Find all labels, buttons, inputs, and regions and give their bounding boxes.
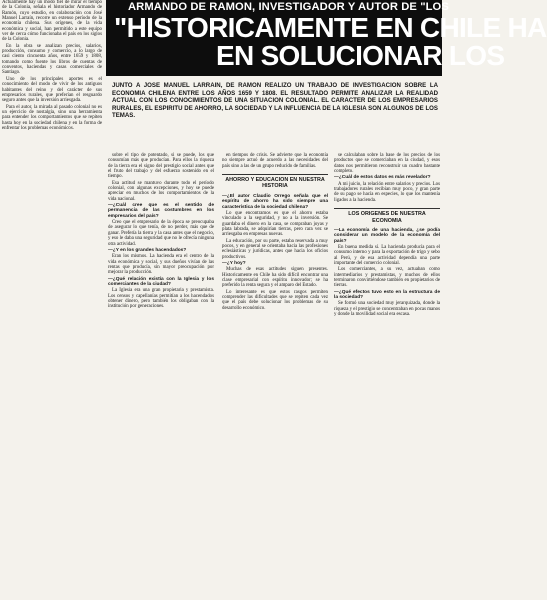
body-column-2 — [108, 153, 214, 600]
section-subheading: AHORRO Y EDUCACION EN NUESTRA HISTORIA — [222, 174, 328, 190]
interview-question: —¿Cuál de estos datos es más revelador? — [334, 175, 431, 181]
body-paragraph: se calculaban sobre la base de los precios de los productos que se comerciaban en la ciudad, y esos datos nos permitieron reconstruir un cuadro bastante completo. — [334, 153, 440, 175]
body-column-4 — [334, 153, 440, 600]
interview-question: —¿El autor Claudio Orrego señala que el espíritu de ahorro ha sido siempre una característica de la sociedad chilena? — [222, 193, 328, 210]
kicker-line: ARMANDO DE RAMON, INVESTIGADOR Y AUTOR DE "LOS — [128, 1, 449, 13]
body-paragraph: La Iglesia era una gran propietaria y prestamista. Los censos y capellanías permitían a los hacendados obtener dinero, pero también los obligaban con la institución por generaciones. — [108, 288, 214, 310]
left-column-paragraph: Actualmente hay un modo fiel de mirar el tiempo de la Colonia, señala el historiador Armando de Ramón, cuyo estudio, en colaboración con José Manuel Larraín, recorre un extenso período de la economía chilena. Sus orígenes, de la vida económica y social, han permitido a este equipo ver de cerca cómo funcionaba el país en los siglos de la Colonia. — [2, 0, 102, 43]
left-column-paragraph: Uno de los principales aportes es el conocimiento del modo de vivir de los antiguos habitantes del reino y del carácter de sus empresarios rurales, que preferían el resguardo seguro antes que la inversión arriesgada. — [2, 76, 102, 104]
body-paragraph: Muchas de esas actitudes siguen presentes. Historicamente en Chile ha sido difícil encontrar una clase empresarial con espíritu innovador; se ha preferido la renta segura y el amparo del Estado. — [222, 267, 328, 289]
left-column-paragraph: Para el autor, la mirada al pasado colonial no es un ejercicio de nostalgia, sino una herramienta para entender los comportamientos que se repiten hasta hoy en la sociedad chilena y en la forma de enfrentar los problemas económicos. — [2, 104, 102, 131]
lead-paragraph: JUNTO A JOSE MANUEL LARRAIN, DE RAMON REALIZO UN TRABAJO DE INVESTIGACION SOBRE LA ECONOMIA CHILENA ENTRE LOS AÑOS 1659 Y 1808. EL RESULTADO PERMITE ANALIZAR LA REALIDAD ACTUAL CON LOS CONOCIMIENTOS DE UNA SITUACION COLONIAL. EL CARACTER DE LOS EMPRESARIOS RURALES, EL ESPIRITU DE AHORRO, LA SOCIEDAD Y LA INFLUENCIA DE LA IGLESIA SON ALGUNOS DE LOS TEMAS. — [112, 82, 438, 120]
body-column-3 — [222, 153, 328, 600]
body-paragraph: en tiempos de crisis. Se advierte que la economía no siempre actuó de acuerdo a las necesidades del país sino a las de un grupo reducido de familias. — [222, 153, 328, 169]
headline-line-1: "HISTORICAMENTE EN CHILE HA — [114, 12, 547, 43]
interview-question: —¿Y hoy? — [222, 260, 246, 266]
body-paragraph: Esa actitud se mantuvo durante todo el período colonial, con algunas excepciones, y hoy se puede apreciar en muchos de los comportamientos de la vida nacional. — [108, 180, 214, 202]
interview-question: —La economía de una hacienda, ¿se podía considerar un modelo de la economía del país? — [334, 227, 440, 244]
headline-line-2: EN SOLUCIONAR LOS — [216, 40, 505, 71]
body-paragraph: Lo que encontramos es que el ahorro estaba vinculado a la seguridad, y no a la inversión. Se guardaba el dinero en la casa, se compraban joyas y plata labrada, se adquirían tierras, pero rara vez se arriesgaba en empresas nuevas. — [222, 210, 328, 238]
body-paragraph: sobre el tipo de potentado, si se puede, los que consumían más que producían. Para ellos la riqueza de la tierra era el signo del prestigio social antes que el fruto del trabajo y del esfuerzo sostenido en el tiempo. — [108, 153, 214, 180]
section-subheading: LOS ORIGENES DE NUESTRA ECONOMIA — [334, 208, 440, 224]
body-paragraph: Creo que el empresario de la época se preocupaba de asegurar lo que tenía, de no perder, más que de ganar. Prefería la tierra y la casa antes que el negocio, y eso le daba una seguridad que no le ofrecía ninguna otra actividad. — [108, 220, 214, 247]
article-header — [106, 0, 547, 76]
interview-question: —¿Qué relación existía con la Iglesia y los comerciantes de la ciudad? — [108, 276, 214, 287]
body-paragraph: Se formó una sociedad muy jerarquizada, donde la riqueza y el prestigio se concentraban en pocas manos y donde la movilidad social era escasa. — [334, 301, 440, 318]
interview-question: —¿Qué efectos tuvo esto en la estructura de la sociedad? — [334, 289, 440, 301]
body-paragraph: Lo interesante es que estos rasgos permiten comprender las dificultades que se repiten cada vez que el país debe solucionar los problemas de su desarrollo económico. — [222, 289, 328, 311]
body-paragraph: A mi juicio, la relación entre salarios y precios. Los trabajadores rurales recibían muy poco, y gran parte de su pago se hacía en especies, lo que los mantenía ligados a la hacienda. — [334, 181, 440, 203]
body-paragraph: Los comerciantes, a su vez, actuaban como intermediarios y prestamistas, y muchos de ellos terminaron convirtiéndose también en propietarios de tierras. — [334, 267, 440, 289]
body-paragraph: La educación, por su parte, estaba reservada a muy pocos, y en general se orientaba hacia las profesiones eclesiásticas y jurídicas, antes que hacia los oficios productivos. — [222, 238, 328, 260]
body-paragraph: Eran los mismos. La hacienda era el centro de la vida económica y social, y sus dueños vivían de las rentas que producía, sin mayor preocupación por mejorar la producción. — [108, 254, 214, 276]
body-paragraph: En buena medida sí. La hacienda producía para el consumo interno y para la exportación de trigo y sebo al Perú, y de esa actividad dependía una parte importante del comercio colonial. — [334, 244, 440, 266]
left-column-article — [2, 0, 102, 600]
interview-question: —¿Cuál cree que es el sentido de permanencia de las costumbres en los empresarios del país? — [108, 203, 214, 219]
left-column-paragraph: En la obra se analizan precios, salarios, producción, consumo y comercio, a lo largo de casi ciento cincuenta años, entre 1659 y 1808, tomando como fuente los libros de cuentas de conventos, haciendas y casas comerciales de Santiago. — [2, 43, 102, 76]
interview-question: —¿Y en los grandes hacendados? — [108, 247, 187, 253]
